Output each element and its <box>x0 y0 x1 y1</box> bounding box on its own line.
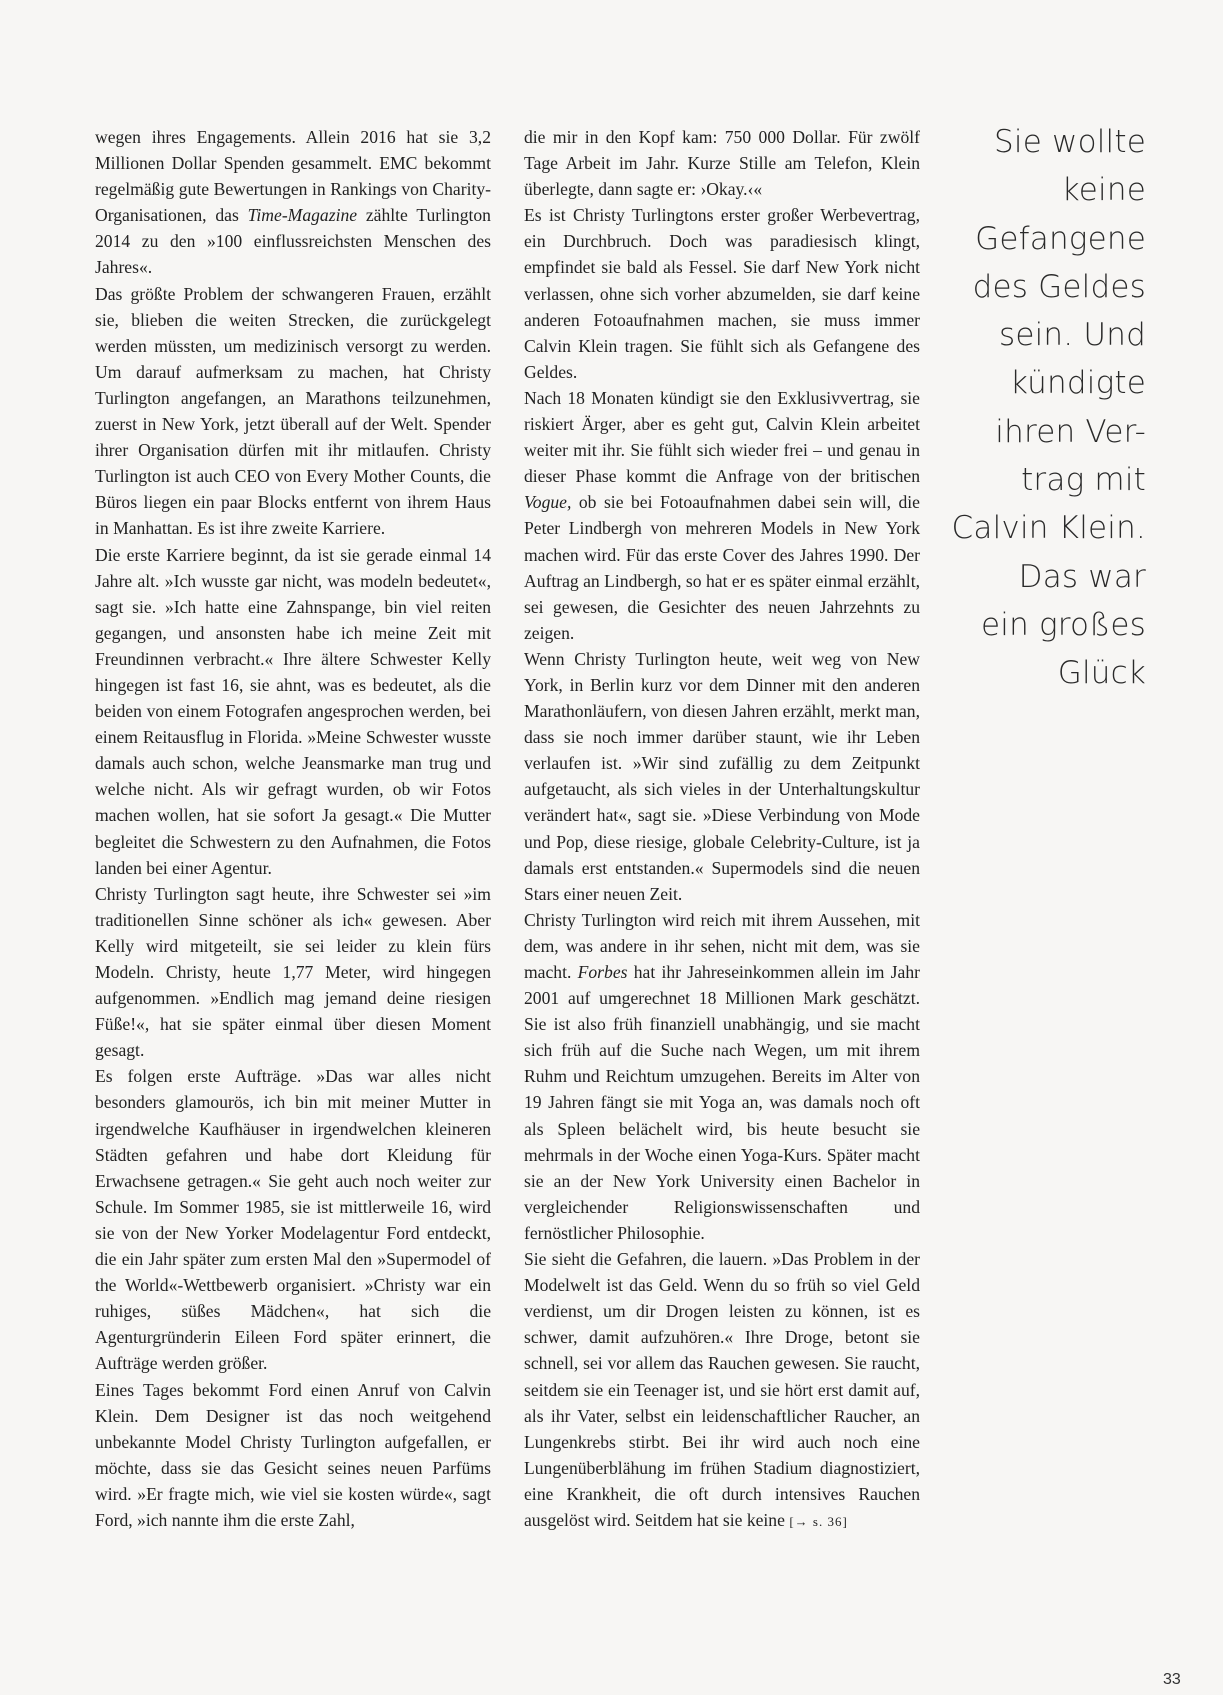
article-paragraph <box>524 1246 920 1535</box>
paragraph-text: Es ist Christy Turlingtons erster großer Werbevertrag, ein Durchbruch. Doch was paradiesisch klingt, empfindet sie bald als Fessel. Sie darf New York nicht verlassen, ohne sich vorher abzumelden, sie darf keine anderen Fotoaufnahmen machen, sie muss immer Calvin Klein tragen. Sie fühlt sich als Gefangene des Geldes. <box>524 205 920 382</box>
paragraph-text: Eines Tages bekommt Ford einen Anruf von Calvin Klein. Dem Designer ist das noch weitgehend unbekannte Model Christy Turlington aufgefallen, er möchte, dass sie das Gesicht seines neuen Parfüms wird. »Er fragte mich, wie viel sie kosten würde«, sagt Ford, »ich nannte ihm die erste Zahl, <box>95 1379 491 1530</box>
page-number: 33 <box>1163 1671 1181 1688</box>
pull-quote-line: Sie wollte <box>994 124 1146 160</box>
pull-quote-line: trag mit <box>1021 462 1146 499</box>
article-paragraph <box>95 281 491 542</box>
pull-quote-line: keine <box>1061 172 1146 209</box>
pull-quote-line: des Geldes <box>972 268 1146 305</box>
article-column-middle <box>524 124 920 1535</box>
article-paragraph <box>524 202 920 385</box>
continuation-reference: [→ s. 36] <box>789 1513 848 1529</box>
article-paragraph <box>524 124 920 202</box>
paragraph-text: Die erste Karriere beginnt, da ist sie gerade einmal 14 Jahre alt. »Ich wusste gar nicht, was modeln bedeutet«, sagt sie. »Ich hatte eine Zahnspange, bin viel reiten gegangen, und ansonsten habe ich meine Zeit mit Freundinnen verbracht.« Ihre ältere Schwester Kelly hingegen ist fast 16, sie ahnt, was es bedeutet, als die beiden von einem Fotografen angesprochen werden, bei einem Reitausflug in Florida. »Meine Schwester wusste damals auch schon, welche Jeansmarke man trug und welche nicht. Als wir gefragt wurden, ob wir Fotos machen wollen, hat sie sofort Ja gesagt.« Die Mutter begleitet die Schwestern zu den Aufnahmen, die Fotos landen bei einer Agentur. <box>95 544 491 878</box>
article-paragraph <box>95 542 491 881</box>
pull-quote-line: ein großes <box>980 606 1146 643</box>
paragraph-text: Christy Turlington sagt heute, ihre Schwester sei »im traditionellen Sinne schöner als ich« gewesen. Aber Kelly wird mitgeteilt, sie sei leider zu klein fürs Modeln. Christy, heute 1,77 Meter, wird hingegen aufgenommen. »Endlich mag jemand deine riesigen Füße!«, hat sie später einmal über diesen Moment gesagt. <box>95 883 491 1061</box>
article-paragraph <box>524 646 920 907</box>
article-paragraph <box>95 881 491 1064</box>
article-paragraph <box>95 1063 491 1376</box>
pull-quote-line: ihren Ver- <box>995 413 1146 450</box>
pull-quote-line: kündigte <box>1009 365 1146 402</box>
paragraph-text: die mir in den Kopf kam: 750 000 Dollar. Für zwölf Tage Arbeit im Jahr. Kurze Stille am Telefon, Klein überlegte, dann sagte er: ›Okay.‹« <box>524 127 920 200</box>
pull-quote-line: sein. Und <box>998 317 1146 354</box>
paragraph-text: Nach 18 Monaten kündigt sie den Exklusivvertrag, sie riskiert Ärger, aber es geht gut, Calvin Klein arbeitet weiter mit ihr. Sie fühlt sich wieder frei – und genau in dieser Phase kommt die Anfrage von der britischen <box>524 387 920 487</box>
paragraph-text: Sie sieht die Gefahren, die lauern. »Das Problem in der Modelwelt ist das Geld. Wenn du so früh so viel Geld verdienst, um dir Drogen leisten zu können, ist es schwer, damit aufzuhören.« Ihre Droge, betont sie schnell, sei vor allem das Rauchen gewesen. Sie raucht, seitdem sie ein Teenager ist, und sie hört erst damit auf, als ihr Vater, selbst ein leidenschaftlicher Raucher, an Lungenkrebs stirbt. Bei ihr wird auch noch eine Lungenüberblähung im frühen Stadium diagnostiziert, eine Krankheit, die oft durch intensives Rauchen ausgelöst wird. Seitdem hat sie keine <box>524 1249 920 1530</box>
pull-quote-line: Gefangene <box>975 220 1146 257</box>
paragraph-text: Christy Turlington wird reich mit ihrem Aussehen, mit dem, was andere in ihr sehen, nicht mit dem, was sie macht. <box>524 909 920 982</box>
article-paragraph <box>524 385 920 646</box>
italic-title: Time-Magazine <box>247 205 358 226</box>
paragraph-text: Das größte Problem der schwangeren Frauen, erzählt sie, blieben die weiten Strecken, die zurückgelegt werden müssten, um medizinisch versorgt zu werden. Um darauf aufmerksam zu machen, hat Christy Turlington angefangen, an Marathons teilzunehmen, zuerst in New York, jetzt überall auf der Welt. Spender ihrer Organisation dürfen mit ihr mitlaufen. Christy Turlington ist auch CEO von Every Mother Counts, die Büros liegen ein paar Blocks entfernt von ihrem Haus in Manhattan. Es ist ihre zweite Karriere. <box>95 283 491 539</box>
paragraph-text: hat ihr Jahreseinkommen allein im Jahr 2001 auf umgerechnet 18 Millionen Mark geschätzt. Sie ist also früh finanziell unabhängig, und sie macht sich früh auf die Suche nach Wegen, um mit ihrem Ruhm und Reichtum umzugehen. Bereits im Alter von 19 Jahren fängt sie mit Yoga an, was damals noch oft als Spleen belächelt wird, bis heute besucht sie mehrmals in der Woche einen Yoga-Kurs. Später macht sie an der New York University einen Bachelor in vergleichender Religionswissenschaften und fernöstlicher Philosophie. <box>524 962 920 1243</box>
article-column-left <box>95 124 491 1533</box>
pull-quote-line: Das war <box>1018 558 1146 595</box>
paragraph-text: Wenn Christy Turlington heute, weit weg von New York, in Berlin kurz vor dem Dinner mit den anderen Marathonläufern, von diesen Jahren erzählt, merkt man, dass sie noch immer darüber staunt, wie ihr Leben verlaufen ist. »Wir sind zufällig zu dem Zeitpunkt aufgetaucht, als sich vieles in der Unterhaltungskultur verändert hat«, sagt sie. »Diese Verbindung von Mode und Pop, diese riesige, globale Celebrity-Culture, ist ja damals erst entstanden.« Supermodels sind die neuen Stars einer neuen Zeit. <box>524 648 920 904</box>
paragraph-text: Es folgen erste Aufträge. »Das war alles nicht besonders glamourös, ich bin mit meiner Mutter in irgendwelche Kaufhäuser in irgendwelchen kleineren Städten gefahren und habe dort Kleidung für Erwachsene getragen.« Sie geht auch noch weiter zur Schule. Im Sommer 1985, sie ist mittlerweile 16, wird sie von der New Yorker Modelagentur Ford entdeckt, die ein Jahr später zum ersten Mal den »Supermodel of the World«-Wettbewerb organisiert. »Christy war ein ruhiges, süßes Mädchen«, hat sich die Agenturgründerin Eileen Ford später erinnert, die Aufträge werden größer. <box>95 1066 491 1374</box>
pull-quote <box>930 118 1146 698</box>
paragraph-text: ob sie bei Fotoaufnahmen dabei sein will, die Peter Lindbergh von mehreren Models in New York machen wird. Für das erste Cover des Jahres 1990. Der Auftrag an Lindbergh, so hat er es später einmal erzählt, sei gewesen, die Gesichter des neuen Jahrzehnts zu zeigen. <box>524 492 920 643</box>
pull-quote-line: Calvin Klein. <box>951 510 1146 547</box>
italic-title: Vogue, <box>524 492 572 513</box>
article-paragraph <box>95 1377 491 1534</box>
pull-quote-line: Glück <box>1057 655 1146 692</box>
italic-title: Forbes <box>577 962 628 982</box>
article-paragraph <box>95 124 491 281</box>
paragraph-text: zählte Turlington 2014 zu den »100 einflussreichsten Menschen des Jahres«. <box>95 205 491 278</box>
paragraph-text: wegen ihres Engagements. Allein 2016 hat sie 3,2 Millionen Dollar Spenden gesammelt. EMC bekommt regelmäßig gute Bewertungen in Rankings von Charity-Organisationen, das <box>95 127 491 226</box>
article-paragraph <box>524 907 920 1246</box>
